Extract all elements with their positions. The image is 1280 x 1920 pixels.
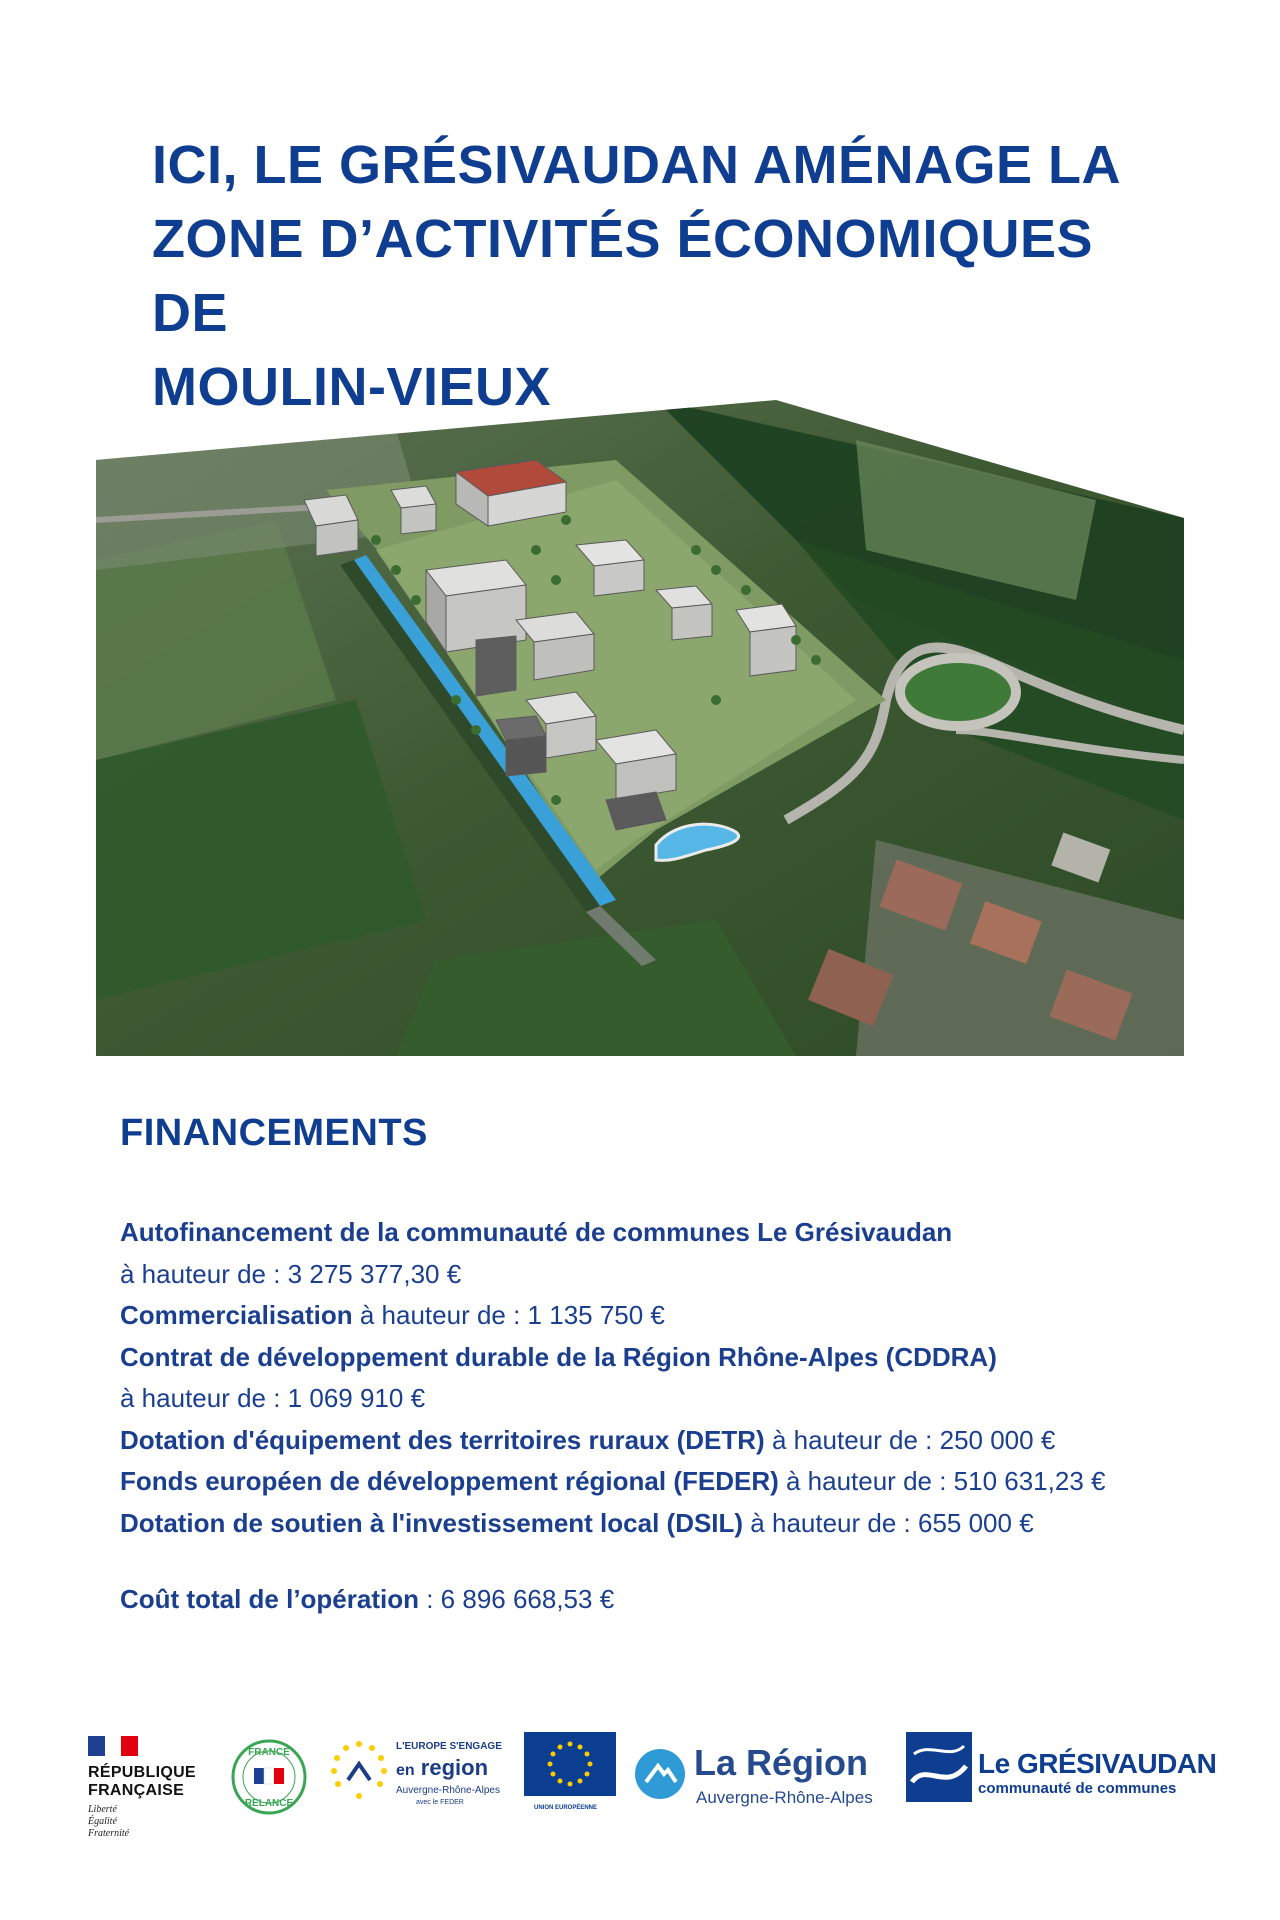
title-line-2: ZONE D’ACTIVITÉS ÉCONOMIQUES DE — [152, 209, 1094, 343]
le-gresivaudan-logo: Le GRÉSIVAUDAN communauté de communes — [906, 1728, 1198, 1818]
title-line-3: MOULIN-VIEUX — [152, 357, 552, 417]
title-line-1: ICI, LE GRÉSIVAUDAN AMÉNAGE LA — [152, 135, 1122, 195]
partner-logos — [88, 1728, 1217, 1868]
europe-region-logo: L'EUROPE S'ENGAGE en region Auvergne-Rhône-Alpes avec le FEDER — [328, 1732, 528, 1822]
france-relance-logo — [230, 1738, 308, 1816]
funding-item: Dotation d'équipement des territoires ruraux (DETR) à hauteur de : 250 000 € — [120, 1424, 1056, 1455]
total-cost-label: Coût total de l’opération — [120, 1584, 419, 1614]
marianne-flag-icon — [88, 1736, 138, 1756]
la-region-logo: La Région Auvergne-Rhône-Alpes — [634, 1732, 894, 1822]
svg-text:FRANCE: FRANCE — [248, 1747, 290, 1758]
funding-list — [120, 1212, 1200, 1544]
aerial-3d-rendering — [96, 400, 1184, 1056]
funding-item: Dotation de soutien à l'investissement local (DSIL) à hauteur de : 655 000 € — [120, 1507, 1034, 1538]
funding-item: Autofinancement de la communauté de communes Le Grésivaudan — [120, 1217, 953, 1247]
funding-item: Contrat de développement durable de la Région Rhône-Alpes (CDDRA) — [120, 1341, 997, 1372]
svg-text:RELANCE: RELANCE — [244, 1798, 294, 1809]
total-cost — [120, 1584, 614, 1615]
eu-stars-circle-icon — [328, 1738, 390, 1800]
funding-item: Commercialisation à hauteur de : 1 135 750 € — [120, 1300, 665, 1330]
total-cost-value: : 6 896 668,53 € — [419, 1584, 615, 1614]
union-europeenne-logo: UNION EUROPÉENNE — [524, 1732, 616, 1816]
financements-heading: FINANCEMENTS — [120, 1112, 428, 1154]
funding-item: Fonds européen de développement régional (FEDER) à hauteur de : 510 631,23 € — [120, 1466, 1106, 1496]
page-title — [152, 128, 1152, 424]
eu-flag-icon — [524, 1732, 616, 1796]
funding-amount: à hauteur de : 1 069 910 € — [120, 1383, 426, 1413]
republique-francaise-logo: RÉPUBLIQUE FRANÇAISE Liberté Égalité Fraternité — [88, 1728, 218, 1848]
region-mountain-icon — [634, 1748, 686, 1800]
gresivaudan-emblem-icon — [906, 1732, 972, 1802]
funding-amount: à hauteur de : 3 275 377,30 € — [120, 1258, 462, 1289]
